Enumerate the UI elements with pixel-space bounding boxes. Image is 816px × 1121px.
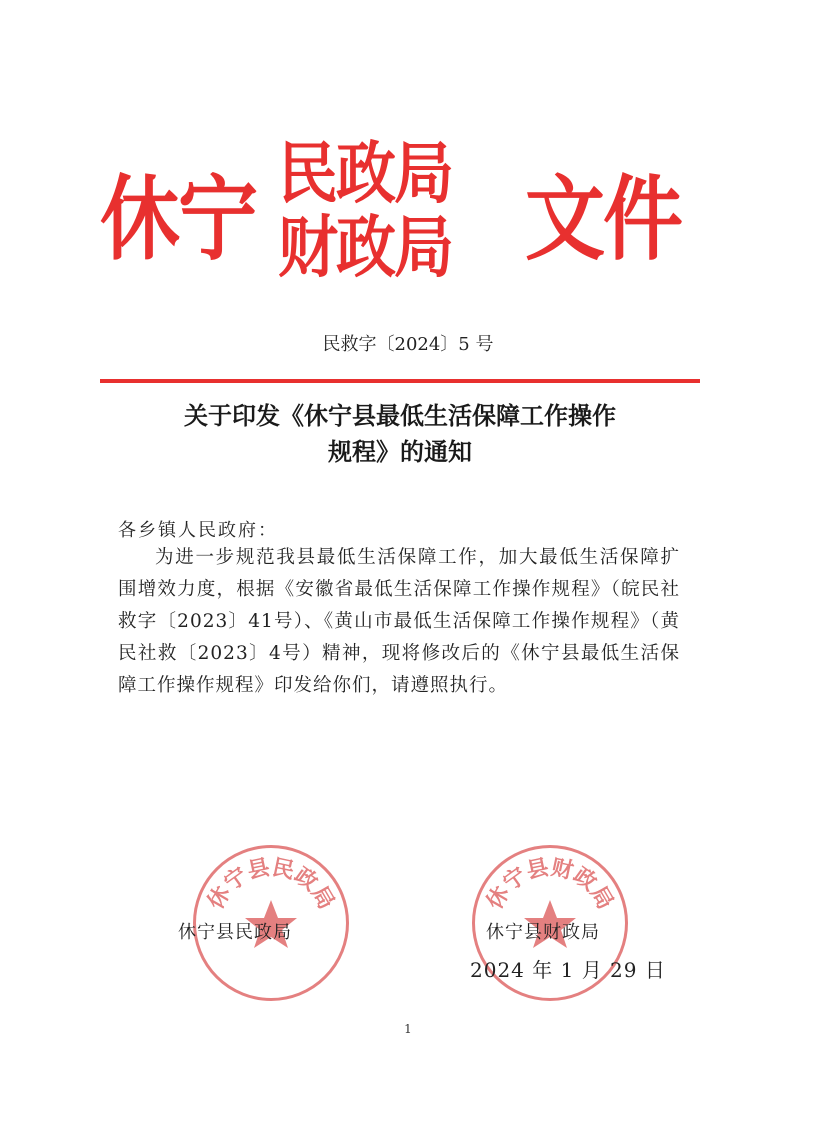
body-paragraph: 为进一步规范我县最低生活保障工作，加大最低生活保障扩围增效力度，根据《安徽省最低生活保障工作操作规程》（皖民社救字〔2023〕41号）、《黄山市最低生活保障工作操作规程》（黄民社救〔2023〕4号）精神，现将修改后的《休宁县最低生活保障工作操作规程》印发给你们，请遵照执行。 — [118, 547, 680, 696]
header-bureau-civil: 民政局 — [278, 134, 452, 214]
header-county: 休宁 — [100, 165, 256, 273]
issue-date: 2024 年 1 月 29 日 — [470, 958, 666, 982]
red-divider — [100, 379, 700, 383]
seal-text-right: 休宁县财政局 — [482, 855, 618, 914]
page-number: 1 — [404, 1022, 412, 1036]
document-title — [100, 398, 700, 470]
red-header — [100, 134, 700, 288]
header-bureau-finance: 财政局 — [278, 208, 452, 288]
signature-civil-affairs: 休宁县民政局 — [178, 922, 292, 943]
seal-text-left: 休宁县民政局 — [203, 855, 339, 914]
salutation: 各乡镇人民政府： — [118, 520, 278, 541]
title-line-2: 规程》的通知 — [328, 437, 472, 466]
title-line-1: 关于印发《休宁县最低生活保障工作操作 — [184, 401, 616, 430]
header-document: 文件 — [525, 165, 681, 273]
signature-finance: 休宁县财政局 — [486, 922, 600, 943]
document-number: 民救字〔2024〕5 号 — [322, 334, 494, 355]
